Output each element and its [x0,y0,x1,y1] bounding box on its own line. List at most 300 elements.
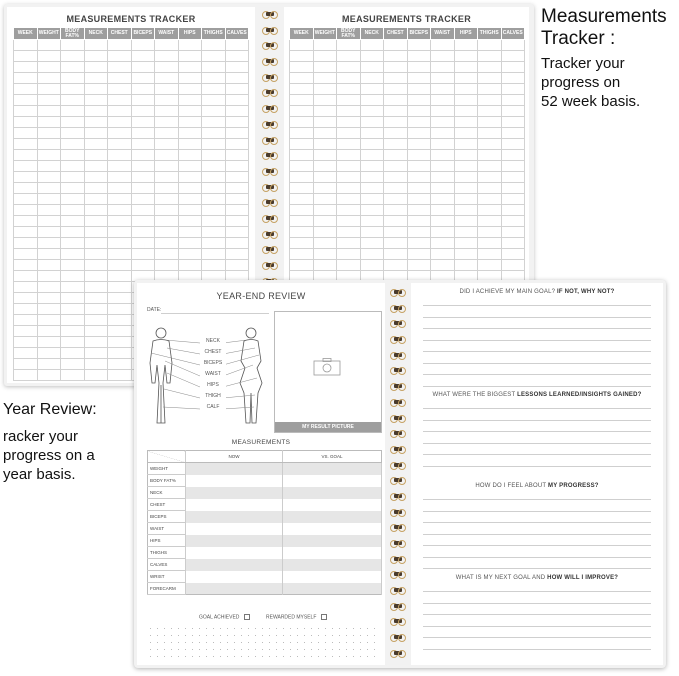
tracker-cell[interactable] [225,40,249,51]
writing-line[interactable] [423,328,651,329]
tracker-cell[interactable] [290,227,314,238]
tracker-cell[interactable] [202,150,226,161]
tracker-cell[interactable] [178,249,202,260]
tracker-cell[interactable] [407,249,431,260]
tracker-cell[interactable] [155,194,179,205]
tracker-cell[interactable] [225,73,249,84]
tracker-cell[interactable] [37,40,61,51]
tracker-cell[interactable] [14,172,38,183]
tracker-cell[interactable] [14,315,38,326]
tracker-cell[interactable] [454,40,478,51]
tracker-cell[interactable] [108,238,132,249]
tracker-cell[interactable] [14,238,38,249]
tracker-cell[interactable] [202,117,226,128]
tracker-cell[interactable] [202,73,226,84]
tracker-cell[interactable] [178,73,202,84]
writing-line[interactable] [423,443,651,444]
tracker-cell[interactable] [431,40,455,51]
goal-cell[interactable] [283,547,382,559]
tracker-cell[interactable] [431,260,455,271]
tracker-cell[interactable] [178,51,202,62]
writing-line[interactable] [423,374,651,375]
tracker-cell[interactable] [313,139,337,150]
tracker-cell[interactable] [290,106,314,117]
tracker-cell[interactable] [454,117,478,128]
tracker-cell[interactable] [61,172,85,183]
writing-line[interactable] [423,511,651,512]
tracker-cell[interactable] [61,161,85,172]
tracker-cell[interactable] [131,128,155,139]
tracker-cell[interactable] [360,172,384,183]
tracker-cell[interactable] [313,40,337,51]
tracker-cell[interactable] [155,117,179,128]
tracker-cell[interactable] [178,117,202,128]
tracker-cell[interactable] [478,95,502,106]
tracker-cell[interactable] [84,271,108,282]
tracker-cell[interactable] [407,227,431,238]
tracker-cell[interactable] [108,348,132,359]
tracker-cell[interactable] [37,249,61,260]
tracker-cell[interactable] [431,249,455,260]
tracker-cell[interactable] [431,62,455,73]
tracker-cell[interactable] [478,260,502,271]
tracker-cell[interactable] [37,238,61,249]
tracker-cell[interactable] [454,62,478,73]
tracker-cell[interactable] [61,337,85,348]
tracker-cell[interactable] [337,161,361,172]
tracker-cell[interactable] [290,95,314,106]
tracker-cell[interactable] [37,337,61,348]
tracker-cell[interactable] [225,249,249,260]
goal-cell[interactable] [283,559,382,571]
tracker-cell[interactable] [478,84,502,95]
tracker-cell[interactable] [337,227,361,238]
tracker-cell[interactable] [337,216,361,227]
tracker-cell[interactable] [131,117,155,128]
tracker-cell[interactable] [202,51,226,62]
tracker-cell[interactable] [84,73,108,84]
tracker-cell[interactable] [37,348,61,359]
tracker-cell[interactable] [501,205,525,216]
tracker-cell[interactable] [431,238,455,249]
now-cell[interactable] [186,571,283,583]
tracker-cell[interactable] [225,51,249,62]
tracker-cell[interactable] [360,205,384,216]
tracker-cell[interactable] [290,216,314,227]
tracker-cell[interactable] [360,216,384,227]
tracker-cell[interactable] [108,172,132,183]
tracker-cell[interactable] [178,150,202,161]
tracker-cell[interactable] [501,62,525,73]
tracker-cell[interactable] [313,260,337,271]
tracker-cell[interactable] [225,183,249,194]
tracker-cell[interactable] [337,62,361,73]
tracker-cell[interactable] [313,84,337,95]
tracker-cell[interactable] [501,183,525,194]
tracker-cell[interactable] [14,62,38,73]
tracker-cell[interactable] [478,150,502,161]
tracker-cell[interactable] [225,172,249,183]
tracker-cell[interactable] [360,227,384,238]
tracker-cell[interactable] [61,293,85,304]
tracker-cell[interactable] [178,183,202,194]
tracker-cell[interactable] [407,205,431,216]
tracker-cell[interactable] [360,161,384,172]
goal-achieved-checkbox[interactable] [244,614,250,620]
tracker-cell[interactable] [384,117,408,128]
tracker-cell[interactable] [202,249,226,260]
tracker-cell[interactable] [108,51,132,62]
tracker-cell[interactable] [454,84,478,95]
tracker-cell[interactable] [14,348,38,359]
tracker-cell[interactable] [313,73,337,84]
tracker-cell[interactable] [431,128,455,139]
tracker-cell[interactable] [178,161,202,172]
tracker-cell[interactable] [108,117,132,128]
tracker-cell[interactable] [178,216,202,227]
tracker-cell[interactable] [14,139,38,150]
tracker-cell[interactable] [501,238,525,249]
tracker-cell[interactable] [360,150,384,161]
tracker-cell[interactable] [384,249,408,260]
tracker-cell[interactable] [501,161,525,172]
tracker-cell[interactable] [360,73,384,84]
tracker-cell[interactable] [360,249,384,260]
tracker-cell[interactable] [131,51,155,62]
tracker-cell[interactable] [108,40,132,51]
tracker-cell[interactable] [131,139,155,150]
tracker-cell[interactable] [337,40,361,51]
tracker-cell[interactable] [407,62,431,73]
tracker-cell[interactable] [313,205,337,216]
tracker-cell[interactable] [431,205,455,216]
tracker-cell[interactable] [37,117,61,128]
tracker-cell[interactable] [384,172,408,183]
tracker-cell[interactable] [155,84,179,95]
tracker-cell[interactable] [290,161,314,172]
now-cell[interactable] [186,475,283,487]
tracker-cell[interactable] [14,293,38,304]
tracker-cell[interactable] [61,106,85,117]
tracker-cell[interactable] [431,161,455,172]
now-cell[interactable] [186,547,283,559]
tracker-cell[interactable] [108,73,132,84]
tracker-cell[interactable] [178,227,202,238]
tracker-cell[interactable] [178,139,202,150]
tracker-cell[interactable] [337,128,361,139]
writing-line[interactable] [423,603,651,604]
tracker-cell[interactable] [360,260,384,271]
writing-line[interactable] [423,568,651,569]
tracker-cell[interactable] [61,84,85,95]
tracker-cell[interactable] [108,106,132,117]
tracker-cell[interactable] [84,249,108,260]
tracker-cell[interactable] [384,227,408,238]
tracker-cell[interactable] [61,359,85,370]
tracker-cell[interactable] [225,238,249,249]
tracker-cell[interactable] [501,139,525,150]
goal-cell[interactable] [283,511,382,523]
tracker-cell[interactable] [84,359,108,370]
tracker-cell[interactable] [202,260,226,271]
tracker-cell[interactable] [313,249,337,260]
tracker-cell[interactable] [290,260,314,271]
tracker-cell[interactable] [290,139,314,150]
tracker-cell[interactable] [131,73,155,84]
tracker-cell[interactable] [454,260,478,271]
tracker-cell[interactable] [313,172,337,183]
tracker-cell[interactable] [108,150,132,161]
tracker-cell[interactable] [407,172,431,183]
tracker-cell[interactable] [61,216,85,227]
tracker-cell[interactable] [61,282,85,293]
tracker-cell[interactable] [290,150,314,161]
tracker-cell[interactable] [225,260,249,271]
tracker-cell[interactable] [14,227,38,238]
tracker-cell[interactable] [290,40,314,51]
tracker-cell[interactable] [407,95,431,106]
tracker-cell[interactable] [131,106,155,117]
tracker-cell[interactable] [108,161,132,172]
tracker-cell[interactable] [454,238,478,249]
tracker-cell[interactable] [360,194,384,205]
tracker-cell[interactable] [313,150,337,161]
tracker-cell[interactable] [108,183,132,194]
tracker-cell[interactable] [37,62,61,73]
tracker-cell[interactable] [384,150,408,161]
tracker-cell[interactable] [384,260,408,271]
tracker-cell[interactable] [337,106,361,117]
tracker-cell[interactable] [14,95,38,106]
tracker-cell[interactable] [501,106,525,117]
tracker-cell[interactable] [202,84,226,95]
tracker-cell[interactable] [108,216,132,227]
tracker-cell[interactable] [407,183,431,194]
tracker-cell[interactable] [360,84,384,95]
tracker-cell[interactable] [84,62,108,73]
tracker-cell[interactable] [61,238,85,249]
tracker-cell[interactable] [131,216,155,227]
tracker-cell[interactable] [407,117,431,128]
writing-line[interactable] [423,557,651,558]
tracker-cell[interactable] [131,150,155,161]
tracker-cell[interactable] [337,194,361,205]
now-cell[interactable] [186,559,283,571]
tracker-cell[interactable] [478,194,502,205]
tracker-cell[interactable] [202,183,226,194]
tracker-cell[interactable] [478,249,502,260]
tracker-cell[interactable] [108,249,132,260]
tracker-cell[interactable] [407,260,431,271]
tracker-cell[interactable] [454,172,478,183]
tracker-cell[interactable] [37,150,61,161]
tracker-cell[interactable] [84,205,108,216]
tracker-cell[interactable] [225,161,249,172]
writing-line[interactable] [423,522,651,523]
tracker-cell[interactable] [337,117,361,128]
tracker-cell[interactable] [108,337,132,348]
tracker-cell[interactable] [384,40,408,51]
tracker-cell[interactable] [14,260,38,271]
tracker-cell[interactable] [407,161,431,172]
tracker-cell[interactable] [431,194,455,205]
tracker-cell[interactable] [37,205,61,216]
tracker-cell[interactable] [337,95,361,106]
tracker-cell[interactable] [431,73,455,84]
tracker-cell[interactable] [14,326,38,337]
tracker-cell[interactable] [501,260,525,271]
tracker-cell[interactable] [61,304,85,315]
tracker-cell[interactable] [131,227,155,238]
tracker-cell[interactable] [131,194,155,205]
tracker-cell[interactable] [337,249,361,260]
goal-cell[interactable] [283,463,382,475]
tracker-cell[interactable] [501,150,525,161]
tracker-cell[interactable] [131,84,155,95]
tracker-cell[interactable] [360,106,384,117]
tracker-cell[interactable] [225,128,249,139]
tracker-cell[interactable] [131,95,155,106]
tracker-cell[interactable] [84,370,108,381]
tracker-cell[interactable] [108,271,132,282]
tracker-cell[interactable] [178,194,202,205]
tracker-cell[interactable] [225,117,249,128]
tracker-cell[interactable] [202,161,226,172]
tracker-cell[interactable] [37,128,61,139]
tracker-cell[interactable] [61,117,85,128]
tracker-cell[interactable] [84,348,108,359]
tracker-cell[interactable] [84,172,108,183]
tracker-cell[interactable] [501,227,525,238]
tracker-cell[interactable] [37,293,61,304]
tracker-cell[interactable] [478,183,502,194]
tracker-cell[interactable] [202,62,226,73]
tracker-cell[interactable] [14,249,38,260]
tracker-cell[interactable] [454,205,478,216]
tracker-cell[interactable] [202,238,226,249]
tracker-cell[interactable] [61,40,85,51]
tracker-cell[interactable] [155,260,179,271]
tracker-cell[interactable] [407,238,431,249]
tracker-cell[interactable] [313,62,337,73]
tracker-cell[interactable] [478,161,502,172]
tracker-cell[interactable] [37,95,61,106]
goal-cell[interactable] [283,571,382,583]
tracker-cell[interactable] [478,51,502,62]
tracker-cell[interactable] [37,370,61,381]
tracker-cell[interactable] [155,51,179,62]
tracker-cell[interactable] [384,128,408,139]
writing-line[interactable] [423,499,651,500]
now-cell[interactable] [186,463,283,475]
tracker-cell[interactable] [61,271,85,282]
tracker-cell[interactable] [37,359,61,370]
tracker-cell[interactable] [313,227,337,238]
tracker-cell[interactable] [155,128,179,139]
tracker-cell[interactable] [431,150,455,161]
tracker-cell[interactable] [360,117,384,128]
tracker-cell[interactable] [155,249,179,260]
tracker-cell[interactable] [384,216,408,227]
tracker-cell[interactable] [61,194,85,205]
tracker-cell[interactable] [84,117,108,128]
tracker-cell[interactable] [290,51,314,62]
tracker-cell[interactable] [202,205,226,216]
tracker-cell[interactable] [384,95,408,106]
tracker-cell[interactable] [84,238,108,249]
tracker-cell[interactable] [337,150,361,161]
tracker-cell[interactable] [37,172,61,183]
tracker-cell[interactable] [290,194,314,205]
tracker-cell[interactable] [37,260,61,271]
tracker-cell[interactable] [14,183,38,194]
tracker-cell[interactable] [407,73,431,84]
tracker-cell[interactable] [360,95,384,106]
tracker-cell[interactable] [37,139,61,150]
tracker-cell[interactable] [454,150,478,161]
tracker-cell[interactable] [84,260,108,271]
tracker-cell[interactable] [337,139,361,150]
tracker-cell[interactable] [313,183,337,194]
writing-line[interactable] [423,305,651,306]
tracker-cell[interactable] [108,139,132,150]
tracker-cell[interactable] [501,73,525,84]
tracker-cell[interactable] [478,205,502,216]
tracker-cell[interactable] [108,95,132,106]
tracker-cell[interactable] [61,227,85,238]
tracker-cell[interactable] [337,205,361,216]
writing-line[interactable] [423,637,651,638]
tracker-cell[interactable] [37,161,61,172]
tracker-cell[interactable] [478,73,502,84]
tracker-cell[interactable] [108,315,132,326]
tracker-cell[interactable] [37,183,61,194]
tracker-cell[interactable] [313,161,337,172]
tracker-cell[interactable] [313,238,337,249]
tracker-cell[interactable] [37,51,61,62]
tracker-cell[interactable] [454,216,478,227]
writing-line[interactable] [423,614,651,615]
tracker-cell[interactable] [61,51,85,62]
tracker-cell[interactable] [384,62,408,73]
tracker-cell[interactable] [37,304,61,315]
tracker-cell[interactable] [178,172,202,183]
tracker-cell[interactable] [478,128,502,139]
tracker-cell[interactable] [337,51,361,62]
tracker-cell[interactable] [384,161,408,172]
tracker-cell[interactable] [290,249,314,260]
tracker-cell[interactable] [131,260,155,271]
tracker-cell[interactable] [407,40,431,51]
tracker-cell[interactable] [14,40,38,51]
tracker-cell[interactable] [313,194,337,205]
tracker-cell[interactable] [14,194,38,205]
tracker-cell[interactable] [61,139,85,150]
now-cell[interactable] [186,487,283,499]
tracker-cell[interactable] [478,216,502,227]
tracker-cell[interactable] [454,106,478,117]
tracker-cell[interactable] [501,194,525,205]
tracker-cell[interactable] [84,106,108,117]
tracker-cell[interactable] [178,106,202,117]
tracker-cell[interactable] [14,216,38,227]
tracker-cell[interactable] [84,227,108,238]
tracker-cell[interactable] [84,161,108,172]
tracker-cell[interactable] [202,139,226,150]
tracker-cell[interactable] [454,161,478,172]
tracker-cell[interactable] [202,40,226,51]
writing-line[interactable] [423,454,651,455]
